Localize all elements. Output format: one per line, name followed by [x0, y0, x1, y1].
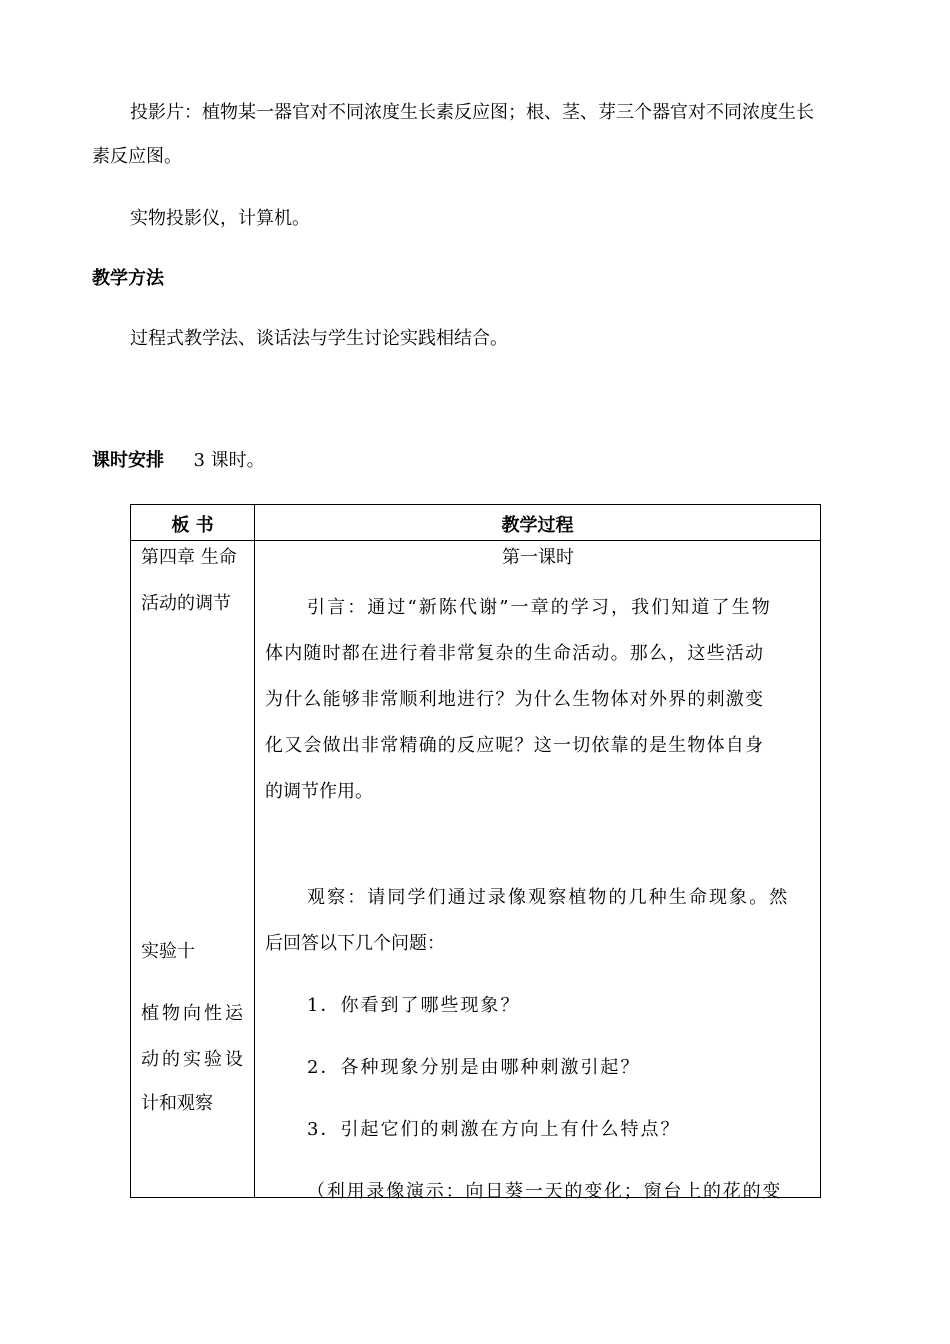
- projection-text-line1: 投影片：植物某一器官对不同浓度生长素反应图；根、茎、芽三个器官对不同浓度生长: [130, 102, 814, 123]
- lesson-table: [130, 504, 821, 1202]
- board-topic-line1: 植物向性运: [141, 1003, 246, 1024]
- intro-line: 引言：通过“新陈代谢”一章的学习，我们知道了生物: [307, 597, 772, 618]
- question-item: 1．你看到了哪些现象？: [307, 995, 521, 1016]
- intro-line: 化又会做出非常精确的反应呢？这一切依靠的是生物体自身: [265, 735, 765, 756]
- equipment-text: 实物投影仪，计算机。: [130, 208, 310, 229]
- question-item: 2．各种现象分别是由哪种刺激引起？: [307, 1057, 641, 1078]
- intro-line: 的调节作用。: [265, 781, 373, 802]
- board-header: [131, 505, 255, 541]
- process-header-label: 教学过程: [501, 515, 574, 536]
- board-cell: [131, 541, 255, 1198]
- board-topic-line2: 动的实验设: [141, 1049, 246, 1070]
- projection-text-line2: 素反应图。: [92, 146, 182, 167]
- board-topic-line3: 计和观察: [141, 1093, 213, 1114]
- process-header: [255, 505, 821, 541]
- intro-line: 体内随时都在进行着非常复杂的生命活动。那么，这些活动: [265, 643, 765, 664]
- observe-line: 观察：请同学们通过录像观察植物的几种生命现象。然: [307, 887, 790, 908]
- intro-line: 为什么能够非常顺利地进行？为什么生物体对外界的刺激变: [265, 689, 765, 710]
- lesson-title: 第一课时: [502, 547, 574, 568]
- board-experiment: 实验十: [141, 941, 195, 962]
- question-item: 3．引起它们的刺激在方向上有什么特点？: [307, 1119, 681, 1140]
- board-chapter-line2: 活动的调节: [141, 593, 231, 614]
- board-chapter-line1: 第四章 生命: [141, 547, 237, 568]
- schedule-value: 3 课时。: [193, 450, 265, 471]
- method-text: 过程式教学法、谈话法与学生讨论实践相结合。: [130, 328, 508, 349]
- schedule-label: 课时安排: [92, 450, 164, 471]
- method-heading: 教学方法: [92, 268, 164, 289]
- board-header-label: 板 书: [171, 515, 214, 536]
- demo-line: （利用录像演示：向日葵一天的变化；窗台上的花的变: [307, 1181, 783, 1202]
- observe-line: 后回答以下几个问题：: [265, 933, 445, 954]
- schedule-line: [92, 450, 265, 472]
- process-cell: [255, 541, 821, 1202]
